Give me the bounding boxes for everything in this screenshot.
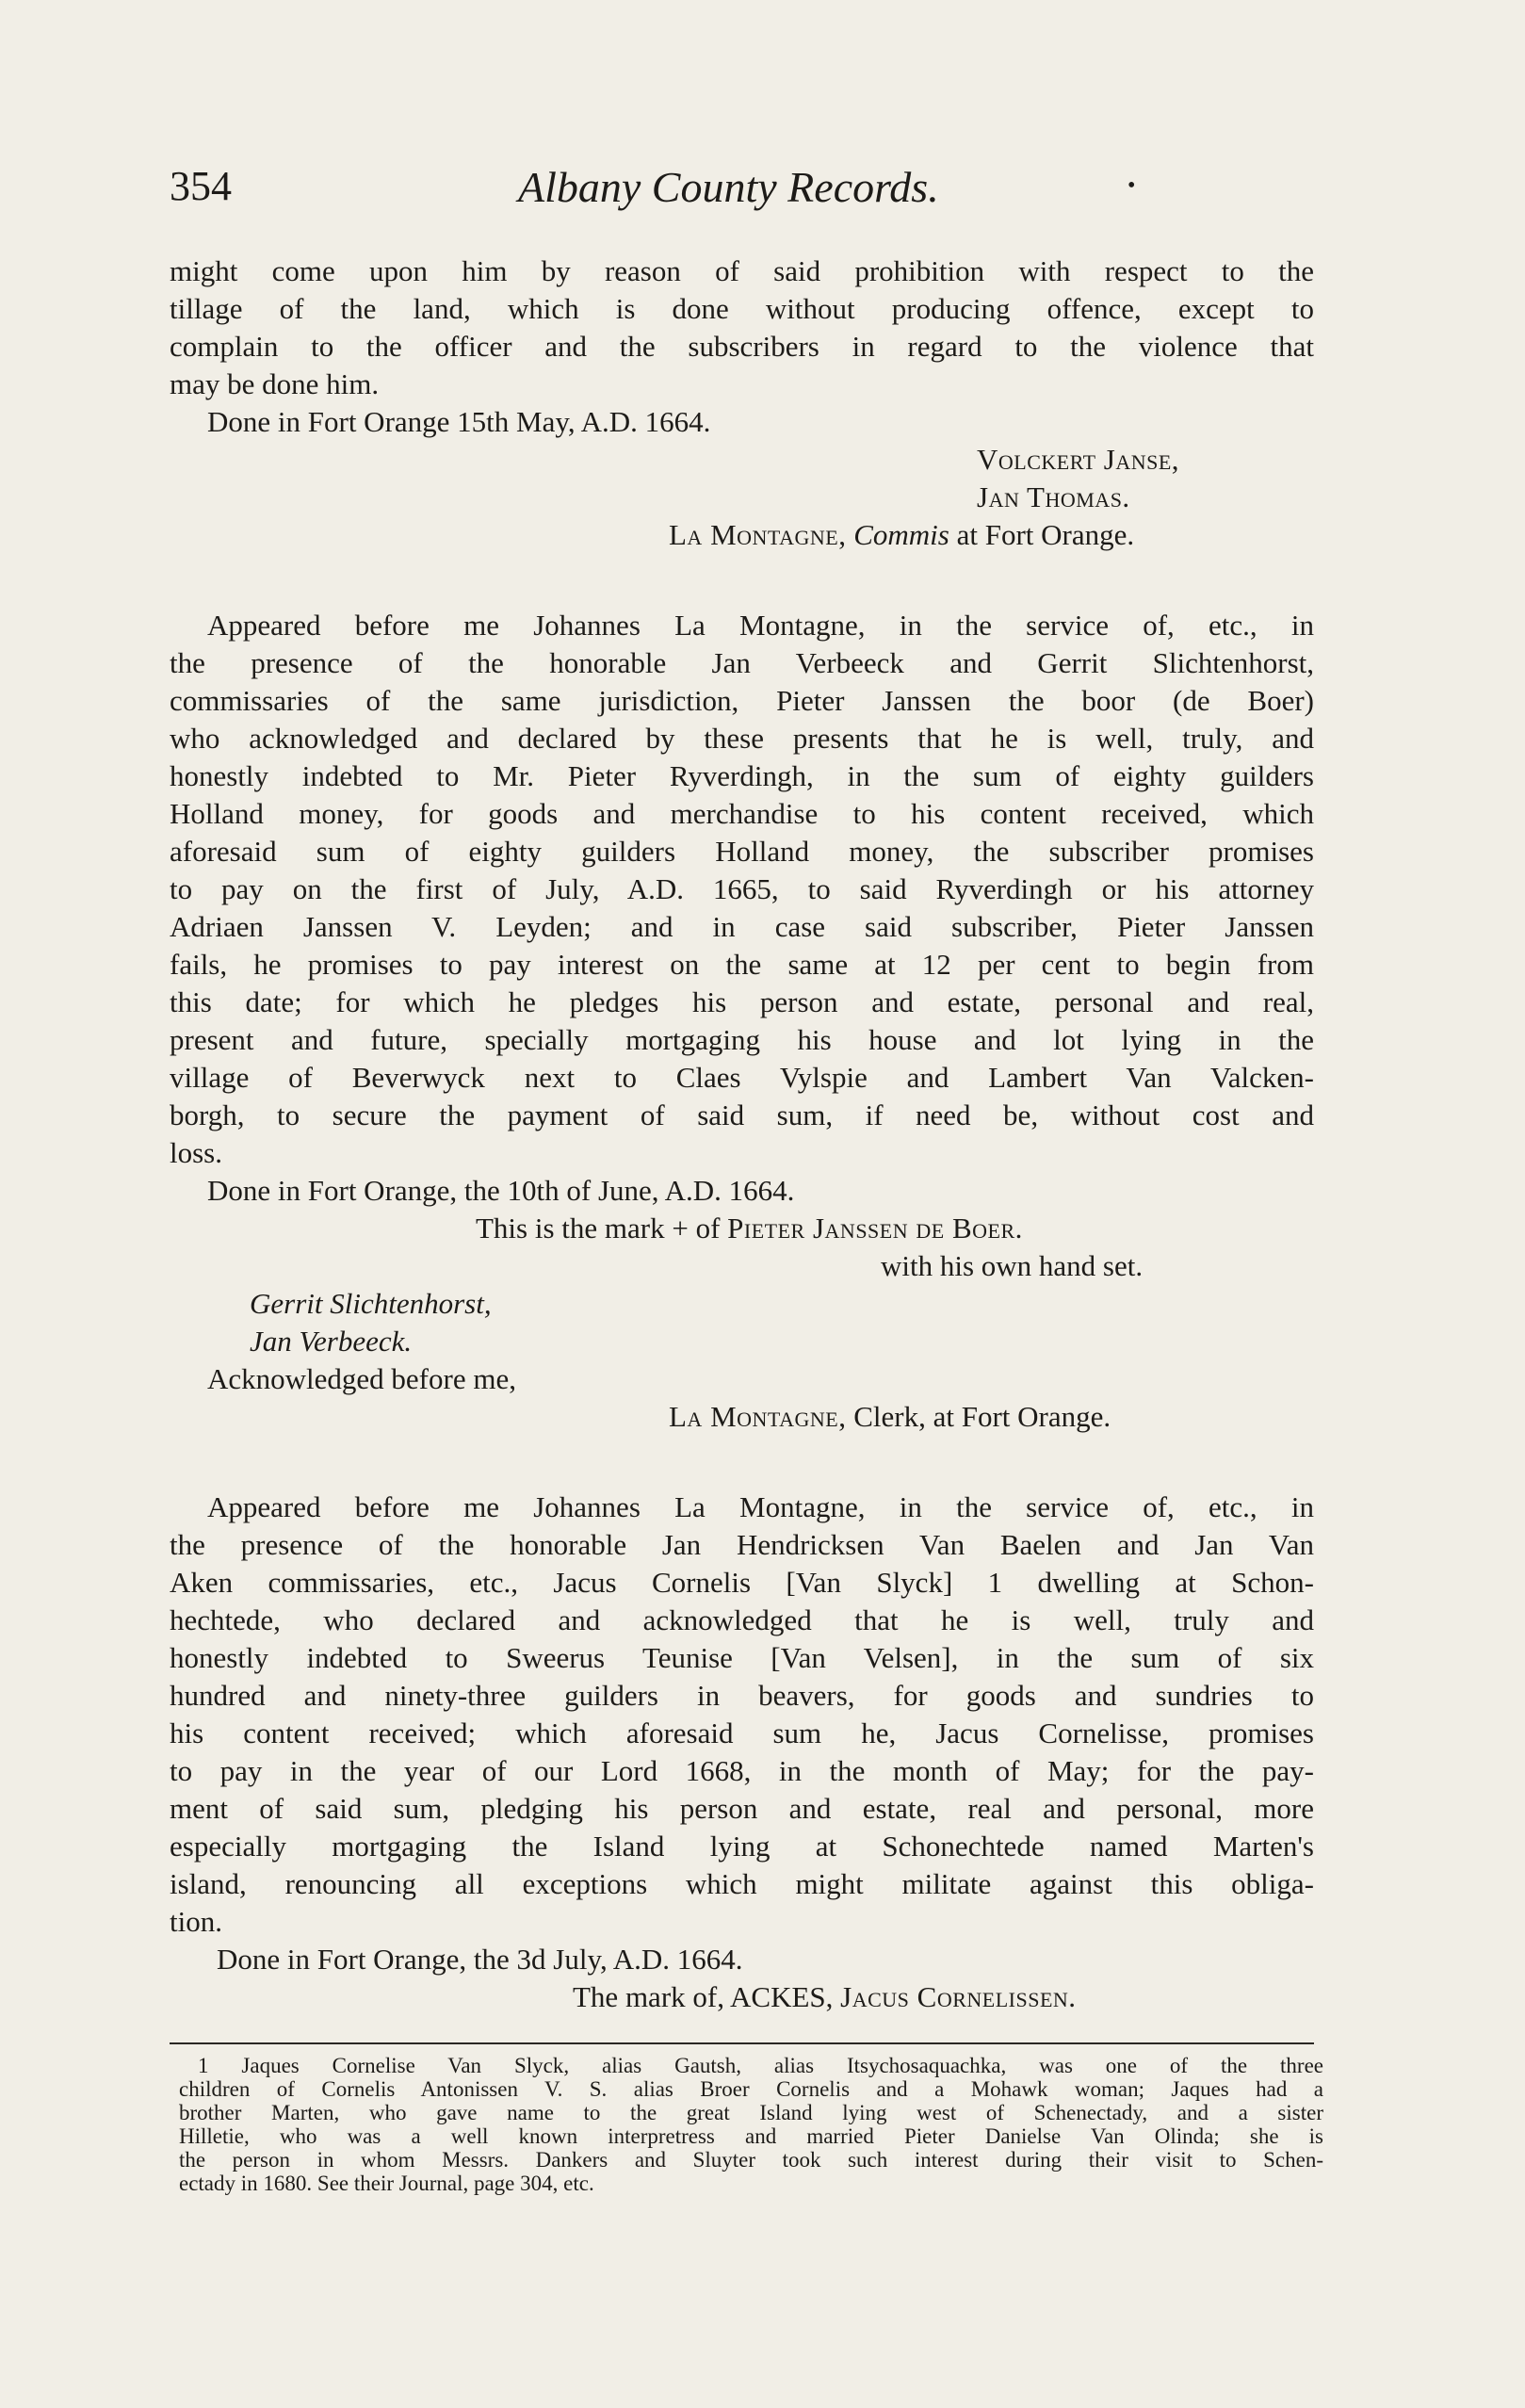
footnote-line: the person in whom Messrs. Dankers and Sluyter took such interest during their visit to Schen- bbox=[179, 2148, 1323, 2172]
text-line: especially mortgaging the Island lying at Schonechtede named Marten's bbox=[170, 1830, 1314, 1863]
signatory-name: La Montagne, bbox=[669, 1400, 847, 1433]
signature-line: Jan Thomas. bbox=[977, 480, 1130, 513]
mark-text: This is the mark bbox=[476, 1212, 673, 1245]
text-line: village of Beverwyck next to Claes Vylspie and Lambert Van Valcken- bbox=[170, 1061, 1314, 1094]
text-line: Appeared before me Johannes La Montagne, in the service of, etc., in bbox=[207, 1490, 1314, 1523]
mark-line bbox=[170, 1210, 1314, 1247]
footnote-line: 1 Jaques Cornelise Van Slyck, alias Gautsh, alias Itsychosaquachka, was one of the three bbox=[198, 2054, 1323, 2077]
page-number: 354 bbox=[170, 163, 232, 209]
text-line: might come upon him by reason of said prohibition with respect to the bbox=[170, 254, 1314, 287]
text-line: to pay in the year of our Lord 1668, in the month of May; for the pay- bbox=[170, 1754, 1314, 1787]
signatory-name: La Montagne, bbox=[669, 518, 847, 551]
text-line: who acknowledged and declared by these presents that he is well, truly, and bbox=[170, 722, 1314, 755]
signatory-name: Pieter Janssen de Boer. bbox=[727, 1212, 1023, 1245]
text-line: tillage of the land, which is done without producing offence, except to bbox=[170, 292, 1314, 325]
footnote bbox=[179, 2054, 1323, 2195]
text-line: to pay on the first of July, A.D. 1665, to said Ryverdingh or his attorney bbox=[170, 872, 1314, 905]
text-line: Adriaen Janssen V. Leyden; and in case said subscriber, Pieter Janssen bbox=[170, 910, 1314, 943]
own-hand-line: with his own hand set. bbox=[881, 1249, 1144, 1282]
signatory-title: Commis bbox=[853, 518, 949, 551]
footnote-line: children of Cornelis Antonissen V. S. alias Broer Cornelis and a Mohawk woman; Jaques had a bbox=[179, 2077, 1323, 2101]
text-line: commissaries of the same jurisdiction, Pieter Janssen the boor (de Boer) bbox=[170, 684, 1314, 717]
signature-line bbox=[170, 516, 1314, 554]
text-line: Appeared before me Johannes La Montagne, in the service of, etc., in bbox=[207, 609, 1314, 642]
text-line: loss. bbox=[170, 1136, 222, 1169]
text-line: honestly indebted to Sweerus Teunise [Van Velsen], in the sum of six bbox=[170, 1641, 1314, 1674]
text-line: fails, he promises to pay interest on the same at 12 per cent to begin from bbox=[170, 948, 1314, 981]
text-line: ment of said sum, pledging his person and estate, real and personal, more bbox=[170, 1792, 1314, 1825]
text-line: hundred and ninety-three guilders in beavers, for goods and sundries to bbox=[170, 1679, 1314, 1712]
mark-line bbox=[170, 1978, 1314, 2016]
text-line: present and future, specially mortgaging his house and lot lying in the bbox=[170, 1023, 1314, 1056]
print-speck: • bbox=[1128, 173, 1136, 198]
text-line: Aken commissaries, etc., Jacus Cornelis [Van Slyck] 1 dwelling at Schon- bbox=[170, 1566, 1314, 1599]
footnote-line: brother Marten, who gave name to the great Island lying west of Schenectady, and a sister bbox=[179, 2101, 1323, 2124]
footnote-line: Hilletie, who was a well known interpretress and married Pieter Danielse Van Olinda; she is bbox=[179, 2124, 1323, 2148]
text-line: his content received; which aforesaid sum he, Jacus Cornelisse, promises bbox=[170, 1717, 1314, 1749]
text-line: tion. bbox=[170, 1905, 222, 1938]
running-title: Albany County Records. bbox=[518, 163, 939, 211]
text-line: the presence of the honorable Jan Hendricksen Van Baelen and Jan Van bbox=[170, 1528, 1314, 1561]
witness-name: Gerrit Slichtenhorst, bbox=[250, 1287, 492, 1320]
page-body bbox=[170, 252, 1314, 2016]
text-line: complain to the officer and the subscribers in regard to the violence that bbox=[170, 330, 1314, 363]
date-line: Done in Fort Orange 15th May, A.D. 1664. bbox=[207, 405, 711, 438]
text-line: may be done him. bbox=[170, 367, 380, 400]
footnote-line: ectady in 1680. See their Journal, page 304, etc. bbox=[179, 2172, 594, 2195]
text-line: island, renouncing all exceptions which might militate against this obliga- bbox=[170, 1867, 1314, 1900]
text-line: aforesaid sum of eighty guilders Holland money, the subscriber promises bbox=[170, 835, 1314, 868]
signatory-name: Jacus Cornelissen. bbox=[840, 1980, 1077, 2013]
text-line: hechtede, who declared and acknowledged that he is well, truly and bbox=[170, 1603, 1314, 1636]
date-line: Done in Fort Orange, the 10th of June, A.D. 1664. bbox=[207, 1174, 795, 1207]
signatory-place: at Fort Orange. bbox=[949, 518, 1135, 551]
date-line: Done in Fort Orange, the 3d July, A.D. 1664. bbox=[217, 1943, 743, 1976]
text-line: Holland money, for goods and merchandise to his content received, which bbox=[170, 797, 1314, 830]
witness-line bbox=[170, 1323, 1314, 1360]
signature-line: Volckert Janse, bbox=[977, 443, 1180, 476]
text-line: borgh, to secure the payment of said sum, if need be, without cost and bbox=[170, 1098, 1314, 1131]
cross-mark: + bbox=[672, 1212, 689, 1245]
acknowledged-line: Acknowledged before me, bbox=[207, 1362, 516, 1395]
text-line: this date; for which he pledges his person and estate, personal and real, bbox=[170, 985, 1314, 1018]
text-line: honestly indebted to Mr. Pieter Ryverdingh, in the sum of eighty guilders bbox=[170, 759, 1314, 792]
clerk-line bbox=[170, 1398, 1314, 1436]
mark-text: of bbox=[688, 1212, 728, 1245]
page-header bbox=[170, 162, 1338, 219]
footnote-rule bbox=[170, 2042, 1314, 2044]
mark-text: The mark of, ACKES, bbox=[573, 1980, 841, 2013]
witness-line bbox=[170, 1285, 1314, 1323]
witness-name: Jan Verbeeck. bbox=[250, 1325, 413, 1358]
signatory-title: Clerk, at Fort Orange. bbox=[846, 1400, 1111, 1433]
text-line: the presence of the honorable Jan Verbeeck and Gerrit Slichtenhorst, bbox=[170, 646, 1314, 679]
